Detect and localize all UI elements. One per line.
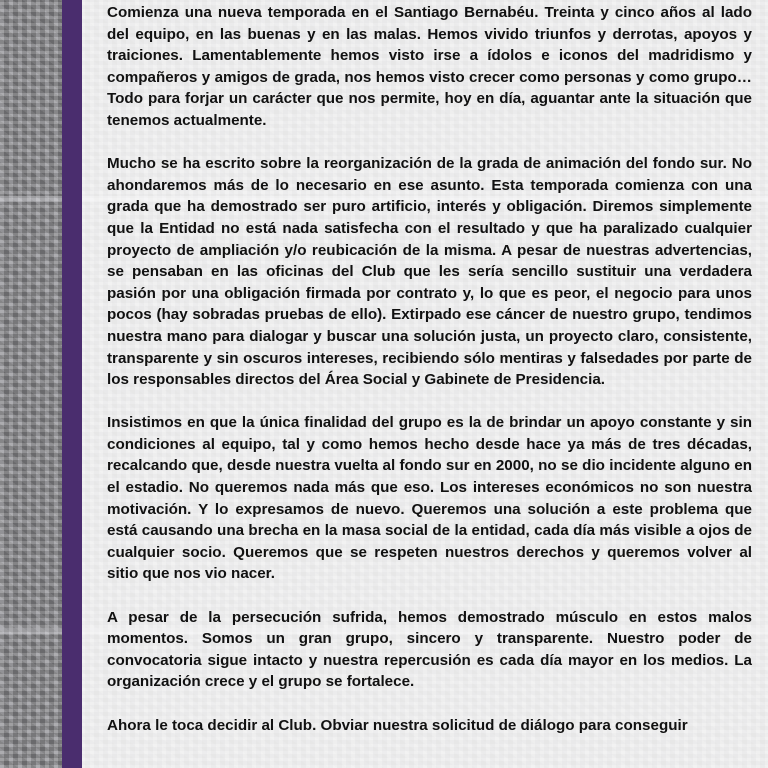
paragraph-2: Mucho se ha escrito sobre la reorganización de la grada de animación del fondo sur. No ahondaremos más de lo necesario en ese asunto. Esta temporada comienza con una grada que ha demostrado ser puro artificio, interés y obligación. Diremos simplemente que la Entidad no está nada satisfecha con el resultado y que ha paralizado cualquier proyecto de ampliación y/o reubicación de la misma. A pesar de nuestras advertencias, se pensaban en las oficinas del Club que les sería sencillo sustituir una verdadera pasión por una obligación firmada por contrato y, lo que es peor, el negocio para unos pocos (hay sobradas pruebas de ello). Extirpado ese cáncer de nuestro grupo, tendimos nuestra mano para dialogar y buscar una solución justa, un proyecto claro, consistente, transparente y sin oscuros intereses, recibiendo sólo mentiras y falsedades por parte de los responsables directos del Área Social y Gabinete de Presidencia. (107, 155, 752, 389)
letter-body (107, 2, 752, 758)
paragraph-5: Ahora le toca decidir al Club. Obviar nuestra solicitud de diálogo para conseguir (107, 716, 688, 734)
paragraph-1: Comienza una nueva temporada en el Santiago Bernabéu. Treinta y cinco años al lado del equipo, en las buenas y en las malas. Hemos vivido triunfos y derrotas, apoyos y traiciones. Lamentablemente hemos visto irse a ídolos e iconos del madridismo y compañeros y amigos de grada, nos hemos visto crecer como personas y como grupo… Todo para forjar un carácter que nos permite, hoy en día, aguantar ante la situación que tenemos actualmente. (107, 4, 752, 129)
paragraph-4: A pesar de la persecución sufrida, hemos demostrado músculo en estos malos momentos. Somos un gran grupo, sincero y transparente. Nuestro poder de convocatoria sigue intacto y nuestra repercusión es cada día mayor en los medios. La organización crece y el grupo se fortalece. (107, 608, 752, 691)
purple-margin-stripe (62, 0, 82, 768)
paragraph-3: Insistimos en que la única finalidad del grupo es la de brindar un apoyo constante y sin condiciones al equipo, tal y como hemos hecho desde hace ya más de tres décadas, recalcando que, desde nuestra vuelta al fondo sur en 2000, no se dio incidente alguno en el estadio. No queremos nada más que eso. Los intereses económicos no son nuestra motivación. Y lo expresamos de nuevo. Queremos una solución a este problema que está causando una brecha en la masa social de la entidad, cada día más visible a ojos de cualquier socio. Queremos que se respeten nuestros derechos y queremos volver al sitio que nos vio nacer. (107, 414, 752, 583)
